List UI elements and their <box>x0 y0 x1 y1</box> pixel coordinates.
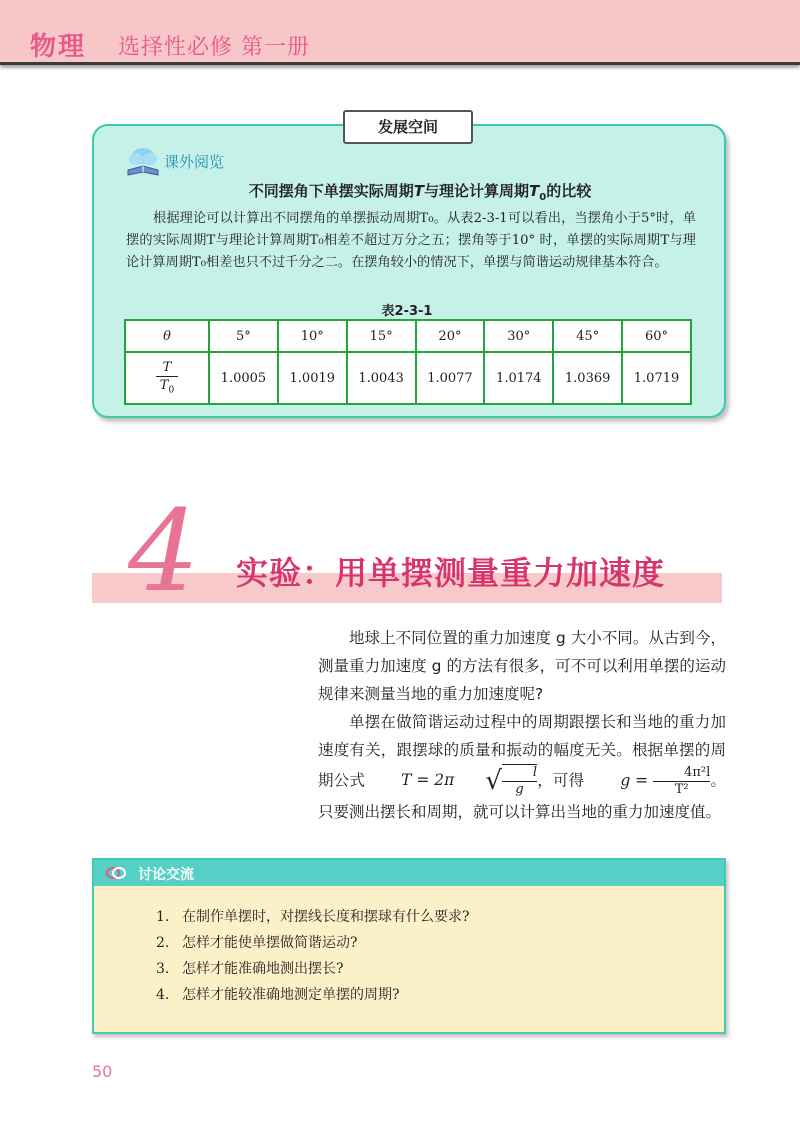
table-row <box>125 352 691 404</box>
paragraph-1: 地球上不同位置的重力加速度 g 大小不同。从古到今，测量重力加速度 g 的方法有很多，可不可以利用单摆的运动规律来测量当地的重力加速度呢? <box>318 629 726 703</box>
table-header-ratio <box>125 352 209 404</box>
section-title: 实验：用单摆测量重力加速度 <box>236 554 666 592</box>
table-cell-ratio: 1.0043 <box>347 352 416 404</box>
table-cell-ratio: 1.0005 <box>209 352 278 404</box>
main-body <box>318 624 726 826</box>
discussion-icon <box>106 865 126 881</box>
reading-paragraph: 根据理论可以计算出不同摆角的单摆振动周期T₀。从表2-3-1可以看出，当摆角小于5°时，单摆的实际周期T与理论计算周期T₀相差不超过万分之五；摆角等于10° 时，单摆的实际周期T与理论计算周期T₀相差也只不过千分之二。在摆角较小的情况下，单摆与简谐运动规律基本符合。 <box>126 211 696 270</box>
list-item: 4. 怎样才能较准确地测定单摆的周期? <box>156 987 400 1003</box>
table-row <box>125 320 691 352</box>
discussion-header <box>94 860 724 886</box>
section-number: 4 <box>128 487 200 617</box>
table-cell-ratio: 1.0174 <box>484 352 553 404</box>
table-cell-angle: 30° <box>484 320 553 352</box>
list-item: 2. 怎样才能使单摆做简谐运动? <box>156 935 358 951</box>
period-formula: T = 2π √ l g <box>401 765 538 797</box>
table-header-theta: θ <box>125 320 209 352</box>
table-cell-angle: 45° <box>553 320 622 352</box>
development-space-tab: 发展空间 <box>343 110 473 144</box>
reading-label: 课外阅览 <box>164 153 225 171</box>
list-item: 1. 在制作单摆时，对摆线长度和摆球有什么要求? <box>156 909 470 925</box>
table-cell-angle: 10° <box>278 320 347 352</box>
ratio-fraction: $\frac{T}{T_0}$ <box>156 360 178 396</box>
discussion-title: 讨论交流 <box>138 867 194 883</box>
table-cell-ratio: 1.0719 <box>622 352 691 404</box>
table-cell-angle: 20° <box>416 320 485 352</box>
discussion-questions <box>156 904 470 1008</box>
subject-title: 物理 <box>30 32 87 62</box>
paragraph-2: 单摆在做简谐运动过程中的周期跟摆长和当地的重力加速度有关，跟摆球的质量和振动的幅度无关。根据单摆的周期公式 T = 2π √ l g ，可得 g = 4π²l T² 。只要测出摆长和周期，就可以计算出当地的重力加速度值。 <box>318 713 726 821</box>
table-cell-angle: 5° <box>209 320 278 352</box>
reading-book-icon <box>124 144 162 178</box>
book-title: 选择性必修 第一册 <box>118 35 310 60</box>
table-cell-angle: 60° <box>622 320 691 352</box>
reading-title: 不同摆角下单摆实际周期T与理论计算周期$T_0$的比较 <box>248 182 592 203</box>
table-caption: 表2-3-1 <box>381 304 433 319</box>
table-cell-angle: 15° <box>347 320 416 352</box>
table-cell-ratio: 1.0369 <box>553 352 622 404</box>
table-cell-ratio: 1.0019 <box>278 352 347 404</box>
page-header <box>0 0 800 65</box>
table-cell-ratio: 1.0077 <box>416 352 485 404</box>
gravity-formula: g = 4π²l T² <box>620 764 711 797</box>
list-item: 3. 怎样才能准确地测出摆长? <box>156 961 344 977</box>
page-number: 50 <box>92 1062 113 1081</box>
discussion-box <box>92 858 726 1034</box>
period-ratio-table <box>124 319 692 405</box>
